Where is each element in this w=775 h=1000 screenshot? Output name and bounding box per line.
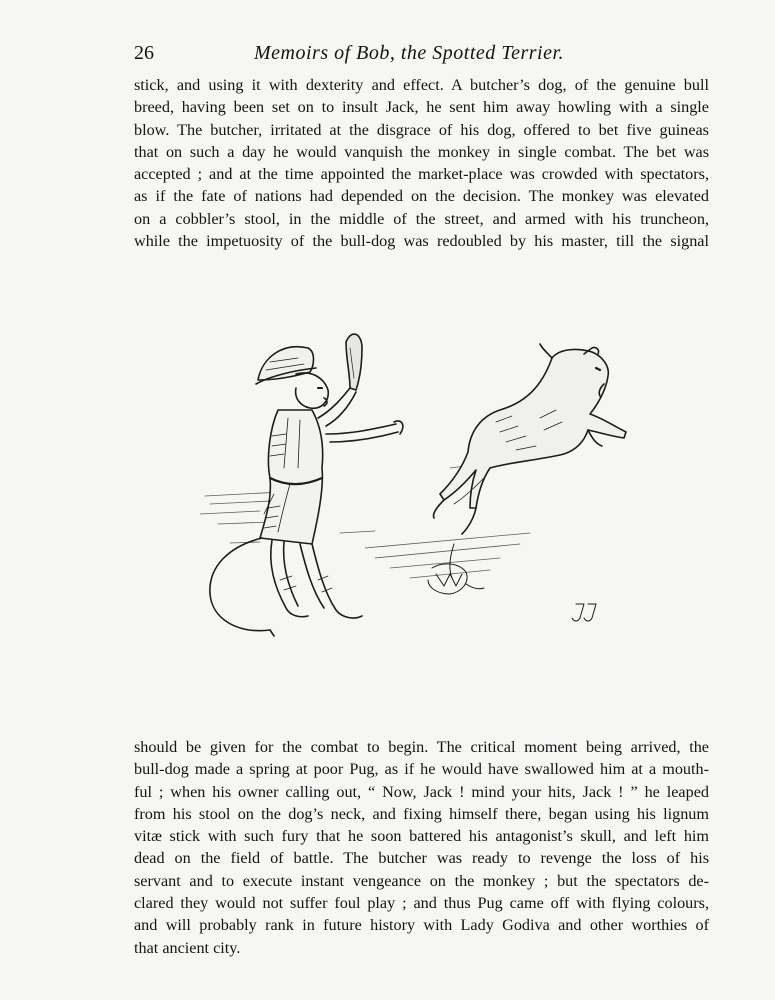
monkey-icon <box>210 334 403 636</box>
text-line: should be given for the combat to begin. The critical moment being arrived, the <box>134 738 709 756</box>
text-line: as if the fate of nations had depended on the decision. The monkey was elevated <box>134 187 709 206</box>
text-line: dead on the field of battle. The butcher was ready to revenge the loss of his <box>134 849 709 868</box>
text-line: breed, having been set on to insult Jack, he sent him away howling with a single <box>134 98 709 117</box>
text-line: from his stool on the dog’s neck, and fixing himself there, began using his lignum <box>134 804 709 823</box>
bulldog-icon <box>433 344 626 534</box>
running-title: Memoirs of Bob, the Spotted Terrier. <box>254 42 565 64</box>
paragraph-bottom <box>134 736 709 959</box>
text-line: that on such a day he would vanquish the monkey in single combat. The bet was <box>134 142 709 161</box>
text-line: bull-dog made a spring at poor Pug, as if he would have swallowed him at a mouth- <box>134 760 709 779</box>
artist-monogram-icon <box>428 544 484 594</box>
text-line: servant and to execute instant vengeance on the monkey ; but the spectators de- <box>134 871 709 890</box>
text-line: ful ; when his owner calling out, “ Now, Jack ! mind your hits, Jack ! ” he leaped <box>134 782 709 801</box>
text-line: while the impetuosity of the bull-dog was redoubled by his master, till the signal <box>134 232 709 251</box>
page-number: 26 <box>134 42 154 64</box>
text-line: clared they would not suffer foul play ; and thus Pug came off with flying colours, <box>134 894 709 913</box>
engraver-monogram-icon <box>572 604 596 621</box>
text-line: vitæ stick with such fury that he soon battered his antagonist’s skull, and left him <box>134 827 709 846</box>
text-line: that ancient city. <box>134 938 241 957</box>
page-header <box>134 42 709 70</box>
text-line: and will probably rank in future history with Lady Godiva and other worthies of <box>134 916 709 935</box>
text-line: accepted ; and at the time appointed the market-place was crowded with spectators, <box>134 165 709 184</box>
text-line: blow. The butcher, irritated at the disgrace of his dog, offered to bet five guineas <box>134 120 709 139</box>
monkey-bulldog-illustration <box>200 318 640 648</box>
text-line: stick, and using it with dexterity and effect. A butcher’s dog, of the genuine bull <box>134 76 709 94</box>
text-line: on a cobbler’s stool, in the middle of the street, and armed with his truncheon, <box>134 209 709 228</box>
paragraph-top <box>134 74 709 252</box>
